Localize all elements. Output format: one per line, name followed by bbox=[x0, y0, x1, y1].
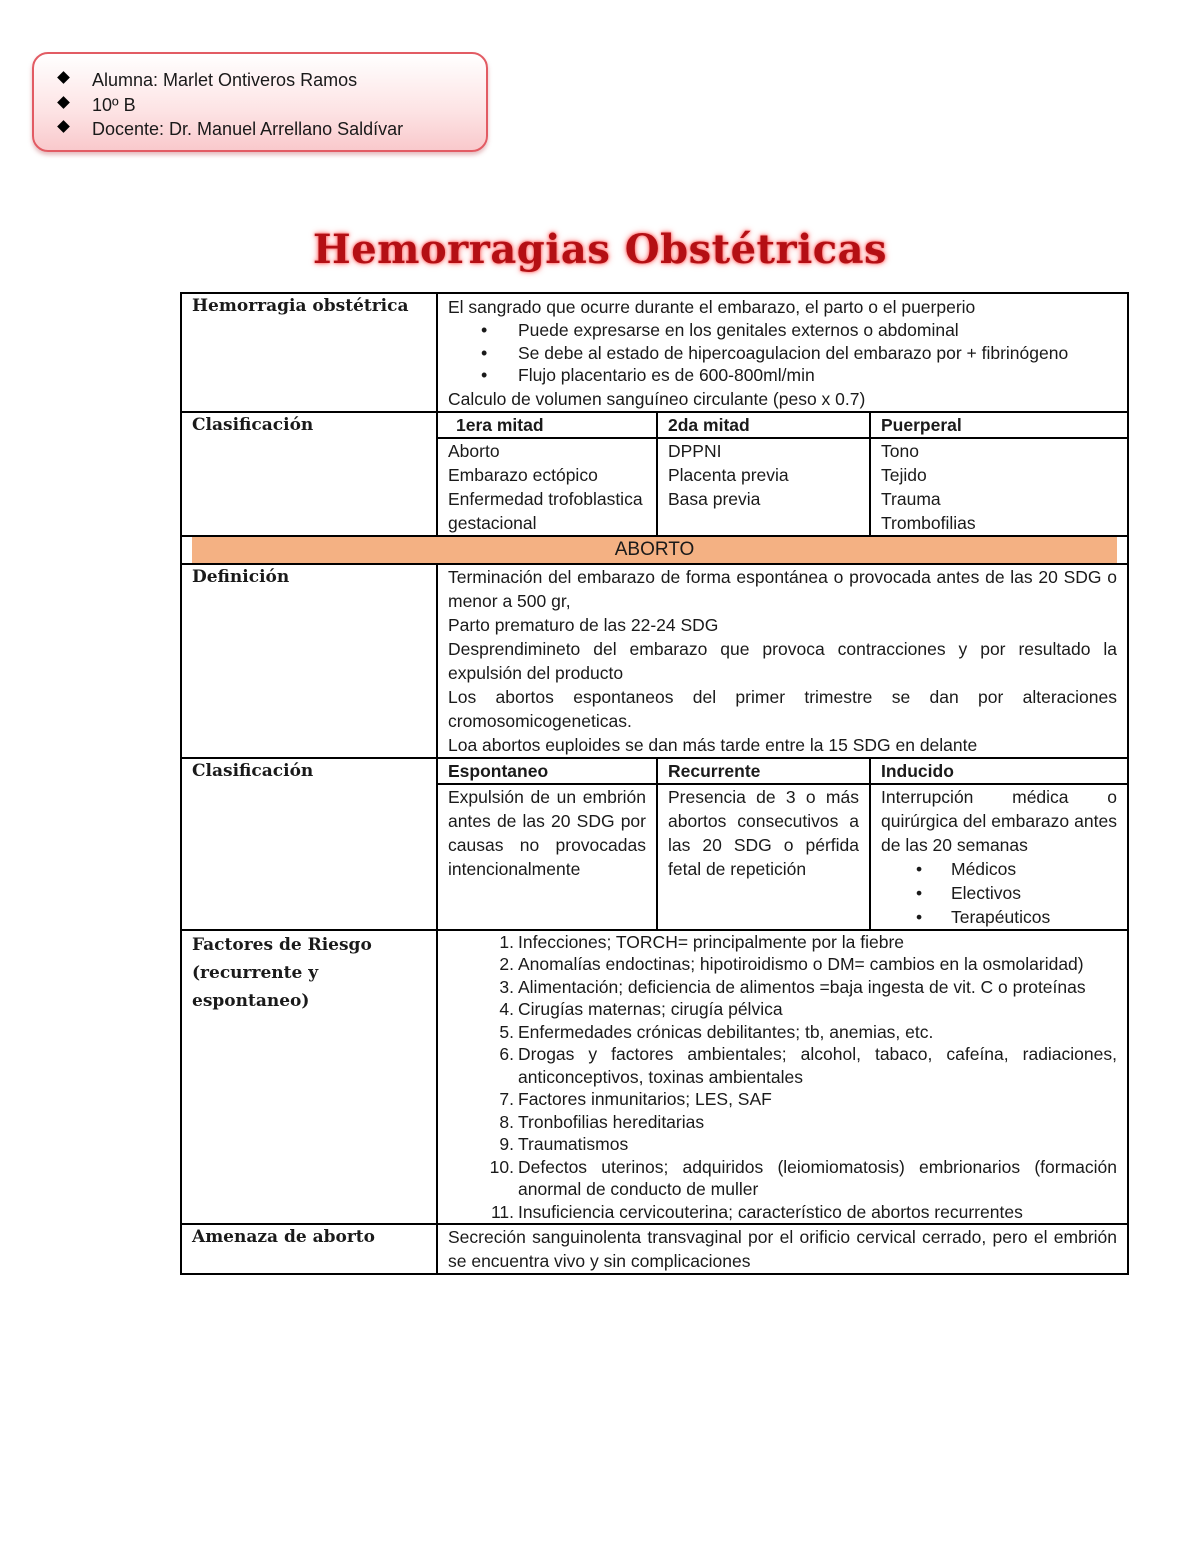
col-header-2da-mitad: 2da mitad bbox=[657, 412, 870, 438]
list-item: Enfermedad trofoblastica gestacional bbox=[448, 488, 643, 533]
list-item: 1. Infecciones; TORCH= principalmente por la fiebre bbox=[499, 931, 904, 952]
inducido-text: Interrupción médica o quirúrgica del embarazo antes de las 20 semanas bbox=[881, 786, 1117, 855]
student-info-box bbox=[32, 52, 488, 152]
list-item: Basa previa bbox=[668, 488, 761, 509]
cell-factores bbox=[437, 930, 1128, 1225]
section-title: ABORTO bbox=[192, 537, 1117, 563]
summary-table bbox=[180, 292, 1129, 1275]
row-definicion bbox=[181, 564, 1128, 758]
risk-factors-list bbox=[448, 931, 1117, 1224]
list-item: 7. Factores inmunitarios; LES, SAF bbox=[499, 1089, 772, 1109]
col-header-puerperal: Puerperal bbox=[870, 412, 1128, 438]
inducido-bullets bbox=[881, 857, 1117, 929]
row-label-definicion: Definición bbox=[181, 564, 437, 758]
cell-2da-mitad bbox=[657, 438, 870, 536]
row-factores bbox=[181, 930, 1128, 1225]
list-item: Tono bbox=[881, 440, 919, 461]
list-item: • Terapéuticos bbox=[881, 905, 1117, 929]
list-item: Trauma bbox=[881, 488, 941, 509]
row-aborto-section bbox=[181, 536, 1128, 564]
definition-paragraph: Loa abortos euploides se dan más tarde entre la 15 SDG en delante bbox=[448, 734, 978, 755]
row-amenaza bbox=[181, 1224, 1128, 1274]
list-item: Embarazo ectópico bbox=[448, 464, 598, 485]
list-item: Aborto bbox=[448, 440, 500, 461]
cell-recurrente: Presencia de 3 o más abortos consecutivos a las 20 SDG o pérfida fetal de repetición bbox=[657, 784, 870, 930]
diamond-bullet-icon bbox=[57, 96, 70, 109]
page-title: Hemorragias Obstétricas bbox=[312, 226, 888, 273]
row-clasificacion2-head bbox=[181, 758, 1128, 784]
row-hemorragia bbox=[181, 293, 1128, 412]
list-item: 6. Drogas y factores ambientales; alcohol, tabaco, cafeína, radiaciones, anticonceptivos, toxinas ambientales bbox=[499, 1044, 1117, 1087]
list-item: 10. Defectos uterinos; adquiridos (leiomiomatosis) embrionarios (formación anormal de conducto de muller bbox=[489, 1156, 1117, 1199]
hemorragia-outro: Calculo de volumen sanguíneo circulante (peso x 0.7) bbox=[448, 388, 866, 409]
definition-paragraph: Parto prematuro de las 22-24 SDG bbox=[448, 614, 719, 635]
list-item: 8. Tronbofilias hereditarias bbox=[499, 1111, 705, 1132]
group-line bbox=[92, 93, 486, 118]
definition-paragraph: Terminación del embarazo de forma espontánea o provocada antes de las 20 SDG o menor a 500 gr, bbox=[448, 566, 1117, 611]
row-label-clasificacion1: Clasificación bbox=[181, 412, 437, 536]
group: 10º B bbox=[92, 94, 136, 115]
cell-puerperal bbox=[870, 438, 1128, 536]
cell-hemorragia bbox=[437, 293, 1128, 412]
teacher-name: Docente: Dr. Manuel Arrellano Saldívar bbox=[92, 119, 404, 139]
list-item: 5. Enfermedades crónicas debilitantes; tb, anemias, etc. bbox=[499, 1021, 934, 1042]
col-header-espontaneo: Espontaneo bbox=[437, 758, 657, 784]
hemorragia-intro: El sangrado que ocurre durante el embarazo, el parto o el puerperio bbox=[448, 297, 976, 317]
row-label-hemorragia: Hemorragia obstétrica bbox=[181, 293, 437, 412]
student-name-line bbox=[92, 68, 486, 93]
list-item: 9. Traumatismos bbox=[499, 1134, 629, 1154]
cell-1era-mitad bbox=[437, 438, 657, 536]
definition-paragraph: Desprendimineto del embarazo que provoca contracciones y por resultado la expulsión del producto bbox=[448, 638, 1117, 683]
diamond-bullet-icon bbox=[57, 120, 70, 133]
list-item: 11. Insuficiencia cervicouterina; característico de abortos recurrentes bbox=[490, 1201, 1023, 1222]
list-item: • Flujo placentario es de 600-800ml/min bbox=[448, 364, 1117, 387]
teacher-line bbox=[92, 117, 486, 142]
diamond-bullet-icon bbox=[57, 71, 70, 84]
col-header-inducido: Inducido bbox=[870, 758, 1128, 784]
list-item: Tejido bbox=[881, 464, 927, 485]
student-name: Alumna: Marlet Ontiveros Ramos bbox=[92, 70, 358, 90]
row-label-factores: Factores de Riesgo (recurrente y espontaneo) bbox=[181, 930, 437, 1225]
list-item: • Electivos bbox=[881, 881, 1117, 905]
row-label-amenaza: Amenaza de aborto bbox=[181, 1224, 437, 1274]
cell-espontaneo: Expulsión de un embrión antes de las 20 SDG por causas no provocadas intencionalmente bbox=[437, 784, 657, 930]
list-item: DPPNI bbox=[668, 440, 722, 461]
list-item: 4. Cirugías maternas; cirugía pélvica bbox=[499, 999, 783, 1019]
list-item: • Se debe al estado de hipercoagulacion del embarazo por + fibrinógeno bbox=[448, 342, 1117, 365]
hemorragia-bullets bbox=[448, 319, 1117, 387]
list-item: • Médicos bbox=[881, 857, 1117, 881]
col-header-1era-mitad: 1era mitad bbox=[437, 412, 657, 438]
cell-inducido bbox=[870, 784, 1128, 930]
list-item: Trombofilias bbox=[881, 512, 976, 533]
row-label-clasificacion2: Clasificación bbox=[181, 758, 437, 930]
definition-paragraph: Los abortos espontaneos del primer trimestre se dan por alteraciones cromosomicogeneticas. bbox=[448, 686, 1117, 731]
list-item: Placenta previa bbox=[668, 464, 789, 485]
col-header-recurrente: Recurrente bbox=[657, 758, 870, 784]
cell-amenaza: Secreción sanguinolenta transvaginal por el orificio cervical cerrado, pero el embrión se encuentra vivo y sin complicaciones bbox=[437, 1224, 1128, 1274]
cell-definicion bbox=[437, 564, 1128, 758]
list-item: 2. Anomalías endoctinas; hipotiroidismo o DM= cambios en la osmolaridad) bbox=[499, 954, 1084, 974]
list-item: 3. Alimentación; deficiencia de alimentos =baja ingesta de vit. C o proteínas bbox=[499, 976, 1086, 997]
row-clasificacion1-head bbox=[181, 412, 1128, 438]
list-item: • Puede expresarse en los genitales externos o abdominal bbox=[448, 319, 1117, 342]
section-header-aborto bbox=[181, 536, 1128, 564]
